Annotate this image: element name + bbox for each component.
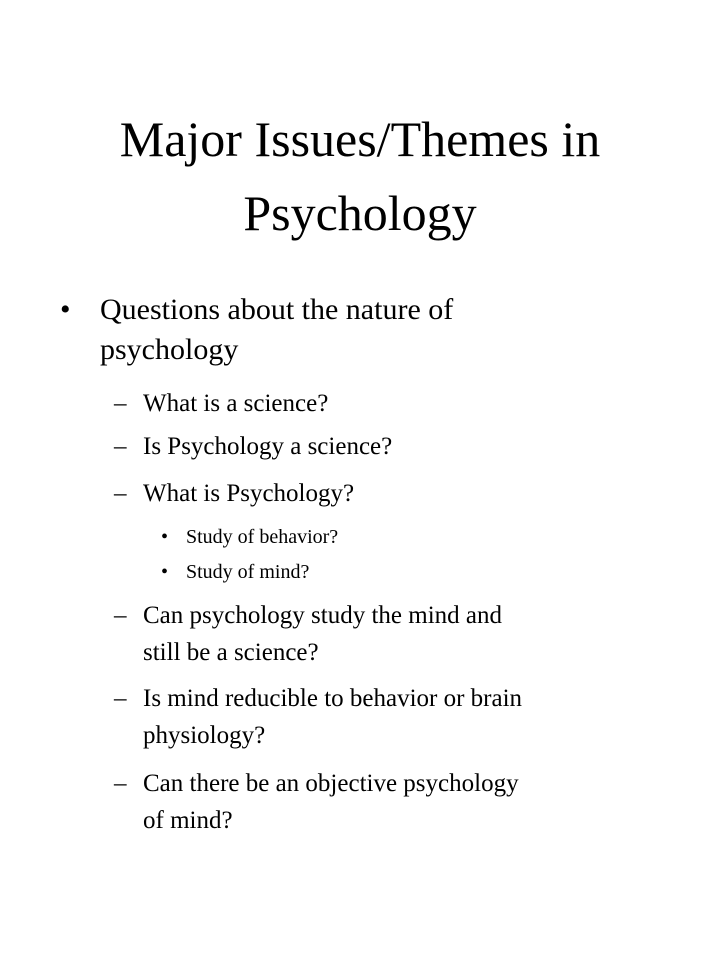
dash-icon: – xyxy=(114,480,127,507)
sub-item-line: Is Psychology a science? xyxy=(143,433,393,460)
sub-item-text xyxy=(143,680,663,754)
sub-item-line: still be a science? xyxy=(143,639,319,666)
dash-icon: – xyxy=(114,602,127,629)
sub-sub-item-line: Study of behavior? xyxy=(186,526,339,548)
sub-sub-item-text xyxy=(186,522,646,552)
dash-icon: – xyxy=(114,770,127,797)
sub-item-text xyxy=(143,385,663,422)
sub-item-line: What is Psychology? xyxy=(143,480,355,507)
dash-icon: – xyxy=(114,390,127,417)
bullet-dot-icon: • xyxy=(161,526,169,548)
sub-item-line: Is mind reducible to behavior or brain xyxy=(143,685,523,712)
sub-item-line: What is a science? xyxy=(143,390,329,417)
sub-item-text xyxy=(143,475,663,512)
main-bullet-line-2: psychology xyxy=(100,333,239,366)
sub-item-line: of mind? xyxy=(143,807,233,834)
sub-item-text xyxy=(143,428,663,465)
dash-icon: – xyxy=(114,433,127,460)
sub-item-line: physiology? xyxy=(143,722,266,749)
sub-item-text xyxy=(143,597,663,671)
bullet-dot-icon: • xyxy=(161,561,169,583)
slide-title xyxy=(0,102,720,250)
sub-sub-item-text xyxy=(186,557,646,587)
sub-item-text xyxy=(143,765,663,839)
sub-item-line: Can there be an objective psychology xyxy=(143,770,519,797)
bullet-dot-icon: • xyxy=(60,293,71,326)
main-bullet-text xyxy=(100,290,660,370)
sub-sub-item-line: Study of mind? xyxy=(186,561,310,583)
main-bullet-line-1: Questions about the nature of xyxy=(100,293,454,326)
sub-item-line: Can psychology study the mind and xyxy=(143,602,502,629)
title-line-1: Major Issues/Themes in xyxy=(119,111,601,167)
dash-icon: – xyxy=(114,685,127,712)
title-line-2: Psychology xyxy=(243,185,477,241)
